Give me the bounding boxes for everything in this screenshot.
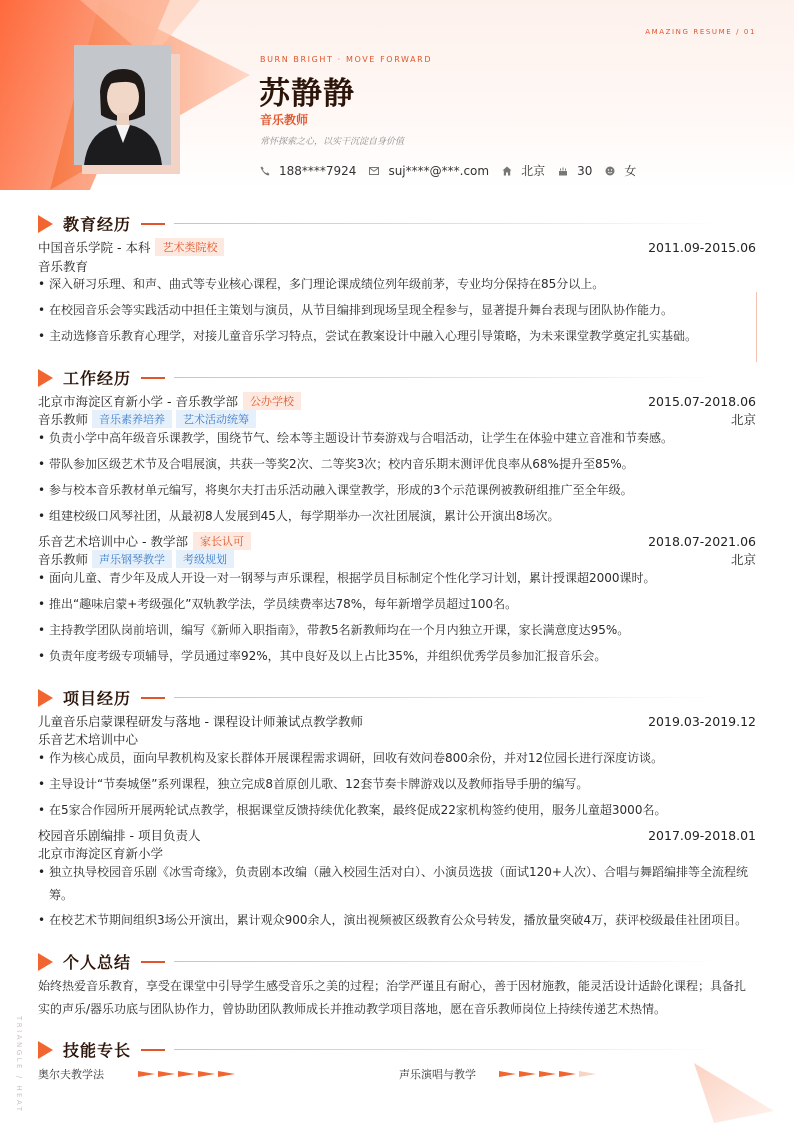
person-icon	[605, 166, 615, 176]
work-city: 北京	[730, 552, 756, 567]
section-title: 项目经历	[63, 689, 132, 708]
motto-english: BURN BRIGHT · MOVE FORWARD	[260, 55, 433, 64]
section-project	[38, 686, 758, 709]
triangle-icon	[38, 953, 53, 971]
section-summary	[38, 950, 758, 973]
contact-row	[260, 162, 649, 179]
skill-arrow-icon	[198, 1071, 215, 1077]
list-item: • 主动选修音乐教育心理学，对接儿童音乐学习特点，尝试在教案设计中融入心理引导策略，为未来课堂教学奠定扎实基础。	[38, 325, 756, 348]
skill-item	[38, 1066, 238, 1082]
contact-gender	[605, 162, 636, 179]
section-dash	[141, 1049, 165, 1051]
list-item: • 推出“趣味启蒙+考级强化”双轨教学法，学员续费率达78%，每年新增学员超过100名。	[38, 593, 756, 616]
triangle-icon	[38, 215, 53, 233]
list-item: • 在校艺术节期间组织3场公开演出，累计观众900余人，演出视频被区级教育公众号转发，播放量突破4万，获评校级最佳社团项目。	[38, 909, 756, 932]
phone-icon	[260, 166, 270, 176]
project-org-row	[38, 730, 756, 748]
section-dash	[141, 223, 165, 225]
list-item: • 在5家合作园所开展两轮试点教学，根据课堂反馈持续优化教案，最终促成22家机构签约使用，服务儿童超3000名。	[38, 799, 756, 822]
work-org: 乐音艺术培训中心 - 教学部	[38, 534, 188, 549]
list-item: • 独立执导校园音乐剧《冰雪奇缘》，负责剧本改编（融入校园生活对白）、小演员选拔（面试120+人次）、合唱与舞蹈编排等全流程统筹。	[38, 861, 750, 907]
list-item: • 组建校级口风琴社团，从最初8人发展到45人，每学期举办一次社团展演，累计公开演出8场次。	[38, 505, 756, 528]
project-name: 儿童音乐启蒙课程研发与落地 - 课程设计师兼试点教学教师	[38, 714, 363, 729]
age-text: 30	[577, 163, 593, 178]
contact-city	[502, 162, 545, 179]
skill-arrow-icon	[519, 1071, 536, 1077]
work-tag: 音乐素养培养	[92, 410, 172, 428]
work-date: 2018.07-2021.06	[648, 533, 756, 549]
project-name: 校园音乐剧编排 - 项目负责人	[38, 828, 201, 843]
avatar	[74, 45, 171, 165]
work-title: 音乐教师	[38, 552, 89, 567]
skill-name: 奥尔夫教学法	[38, 1068, 104, 1081]
skill-arrow-icon	[559, 1071, 576, 1077]
list-item: • 在校园音乐会等实践活动中担任主策划与演员，从节目编排到现场呈现全程参与，显著提升舞台表现与团队协作能力。	[38, 299, 756, 322]
section-dash	[141, 377, 165, 379]
skill-arrow-icon	[499, 1071, 516, 1077]
list-item: • 作为核心成员，面向早教机构及家长群体开展课程需求调研，回收有效问卷800余份，并对12位园长进行深度访谈。	[38, 747, 756, 770]
home-icon	[502, 166, 512, 176]
work-tag: 艺术活动统筹	[176, 410, 256, 428]
list-item: • 负责小学中高年级音乐课教学，围绕节气、绘本等主题设计节奏游戏与合唱活动，让学生在体验中建立音准和节奏感。	[38, 427, 756, 450]
section-title: 技能专长	[63, 1041, 132, 1060]
list-item: • 负责年度考级专项辅导，学员通过率92%，其中良好及以上占比35%，并组织优秀学员参加汇报音乐会。	[38, 645, 756, 668]
summary-text: 始终热爱音乐教育，享受在课堂中引导学生感受音乐之美的过程；治学严谨且有耐心，善于因材施教，能灵活设计适龄化课程；具备扎实的声乐/器乐功底与团队协作力，曾协助团队教师成长并推动教学项目落地，愿在音乐教师岗位上持续传递艺术热情。	[38, 979, 747, 1016]
work-tag: 声乐钢琴教学	[92, 550, 172, 568]
project-date: 2019.03-2019.12	[648, 713, 756, 729]
skill-arrow-icon	[178, 1071, 195, 1077]
project-org-row	[38, 844, 756, 862]
section-work	[38, 366, 758, 389]
section-education	[38, 212, 758, 235]
cake-icon	[558, 166, 568, 176]
contact-email	[369, 164, 489, 178]
skill-arrow-icon	[158, 1071, 175, 1077]
skill-name: 声乐演唱与教学	[399, 1068, 476, 1081]
skill-arrow-icon	[218, 1071, 235, 1077]
phone-text: 188****7924	[279, 163, 357, 178]
slogan: 常怀探索之心，以实干沉淀自身价值	[260, 137, 405, 147]
section-dash	[141, 697, 165, 699]
work-date: 2015.07-2018.06	[648, 393, 756, 409]
contact-phone	[260, 164, 356, 178]
gender-text: 女	[624, 164, 637, 178]
list-item: • 主导设计“节奏城堡”系列课程，独立完成8首原创儿歌、12套节奏卡牌游戏以及教师指导手册的编写。	[38, 773, 756, 796]
list-item: • 主持教学团队岗前培训，编写《新师入职指南》，带教5名新教师均在一个月内独立开课，家长满意度达95%。	[38, 619, 756, 642]
education-date: 2011.09-2015.06	[648, 239, 756, 255]
person-name: 苏静静	[259, 76, 355, 112]
work-header	[38, 532, 756, 550]
city-text: 北京	[521, 164, 546, 178]
work-header	[38, 392, 756, 410]
list-item: • 带队参加区级艺术节及合唱展演，共获一等奖2次、二等奖3次；校内音乐期末测评优良率从68%提升至85%。	[38, 453, 756, 476]
work-org: 北京市海淀区育新小学 - 音乐教学部	[38, 394, 238, 409]
project-org: 北京市海淀区育新小学	[38, 846, 164, 861]
list-item: • 面向儿童、青少年及成人开设一对一钢琴与声乐课程，根据学员目标制定个性化学习计划，累计授课超2000课时。	[38, 567, 756, 590]
email-text: suj****@***.com	[388, 163, 490, 178]
section-rule	[174, 223, 718, 224]
project-header	[38, 826, 756, 844]
list-item: • 参与校本音乐教材单元编写，将奥尔夫打击乐活动融入课堂教学，形成的3个示范课例被教研组推广至全年级。	[38, 479, 756, 502]
section-rule	[174, 697, 718, 698]
triangle-icon	[38, 369, 53, 387]
school-badge: 艺术类院校	[155, 238, 224, 256]
resume-tag: AMAZING RESUME / 01	[645, 28, 756, 36]
section-title: 教育经历	[63, 215, 132, 234]
skill-arrow-icon	[539, 1071, 556, 1077]
education-header	[38, 238, 756, 256]
section-skills	[38, 1038, 758, 1061]
work-title-row	[38, 410, 756, 428]
section-rule	[174, 961, 718, 962]
side-accent-line	[756, 292, 757, 362]
work-badge: 家长认可	[193, 532, 251, 550]
skill-level	[138, 1071, 238, 1077]
section-rule	[174, 377, 718, 378]
work-city: 北京	[730, 412, 756, 427]
skill-level	[499, 1071, 599, 1077]
corner-triangle	[694, 1063, 794, 1123]
skill-arrow-icon	[579, 1071, 596, 1077]
triangle-icon	[38, 1041, 53, 1059]
list-item: • 深入研习乐理、和声、曲式等专业核心课程，多门理论课成绩位列年级前茅，专业均分保持在85分以上。	[38, 273, 756, 296]
work-badge: 公办学校	[243, 392, 301, 410]
mail-icon	[369, 166, 379, 176]
project-header	[38, 712, 756, 730]
school-name: 中国音乐学院 - 本科	[38, 240, 151, 255]
section-dash	[141, 961, 165, 963]
work-title: 音乐教师	[38, 412, 89, 427]
contact-age	[558, 164, 592, 178]
skill-item	[399, 1066, 599, 1082]
triangle-icon	[38, 689, 53, 707]
side-label: TRIANGLE / HEAT	[15, 1016, 23, 1114]
section-rule	[174, 1049, 718, 1050]
section-title: 工作经历	[63, 369, 132, 388]
major: 音乐教育	[38, 259, 89, 274]
work-title-row	[38, 550, 756, 568]
skill-arrow-icon	[138, 1071, 155, 1077]
project-date: 2017.09-2018.01	[648, 827, 756, 843]
job-role: 音乐教师	[260, 113, 309, 127]
project-org: 乐音艺术培训中心	[38, 732, 139, 747]
work-tag: 考级规划	[176, 550, 234, 568]
section-title: 个人总结	[63, 953, 132, 972]
